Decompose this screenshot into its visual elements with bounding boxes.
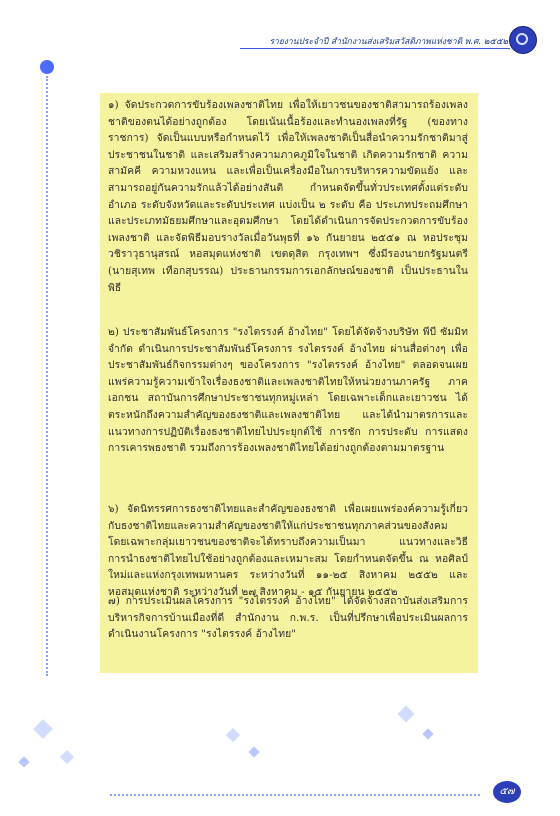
ornament-sparkle-mid xyxy=(248,746,259,757)
page-number-badge: ๕๗ xyxy=(493,781,521,803)
paragraph-4: ๗) การประเมินผลโครงการ "รงไตรรงค์ อ้างไทย" ได้จัดจ้างสถาบันส่งเสริมการบริหารกิจการบ้านเมืองที่ดี สำนักงาน ก.พ.ร. เป็นที่ปรึกษาเพื่อประเมินผลการดำเนินงานโครงการ "รงไตรรงค์ อ้างไทย" xyxy=(108,595,468,641)
highlighted-content-box xyxy=(100,93,478,673)
decorative-dot xyxy=(40,60,54,74)
paragraph-3: ๖) จัดนิทรรศการธงชาติไทยและสำคัญของธงชาติ เพื่อเผยแพร่องค์ความรู้เกี่ยวกับธงชาติไทยและความสำคัญของชาติให้แก่ประชาชนทุกภาคส่วนของสังคม โดยเฉพาะกลุ่มเยาวชนของชาติจะได้ทราบถึงความเป็นมา แนวทางและวิธีการนำธงชาติไทยไปใช้อย่างถูกต้องและเหมาะสม โดยกำหนดจัดขึ้น ณ หอศิลป์ใหม่และแห่งกรุงเทพมหานคร ระหว่างวันที่ ๑๑-๒๕ สิงหาคม ๒๕๕๒ และหอสมุดแห่งชาติ ระหว่างวันที่ ๒๗ สิงหาคม - ๑๕ กันยายน ๒๕๕๒ xyxy=(108,503,468,598)
footer-dotted-line xyxy=(110,794,480,796)
paragraph-1: ๑) จัดประกวดการขับร้องเพลงชาติไทย เพื่อให้เยาวชนของชาติสามารถร้องเพลงชาติของตนได้อย่างถูกต้อง โดยเน้นเนื้อร้องและทำนองเพลงที่รัฐ (ของทางราชการ) จัดเป็นแบบหรือกำหนดไว้ เพื่อให้เพลงชาติเป็นสื่อนำความรักชาติมาสู่ประชาชนในชาติ และเสริมสร้างความภาคภูมิใจในชาติ เกิดความรักชาติ ความสามัคคี ความหวงแหน และเพื่อเป็นเครื่องมือในการบริหารความขัดแย้ง และสามารถอยู่กันความรักแล้วได้อย่างสันติ กำหนดจัดขึ้นทั่วประเทศตั้งแต่ระดับอำเภอ ระดับจังหวัดและระดับประเทศ แบ่งเป็น ๒ ระดับ คือ ประเภทประถมศึกษา และประเภทมัธยมศึกษาและอุดมศึกษา โดยได้ดำเนินการจัดประกวดการขับร้องเพลงชาติ และจัดพิธีมอบรางวัลเมื่อวันพุธที่ ๑๖ กันยายน ๒๕๕๑ ณ หอประชุมวชิราวุธานุสรณ์ หอสมุดแห่งชาติ เขตดุสิต กรุงเทพฯ ซึ่งมีรองนายกรัฐมนตรี (นายสุเทพ เทือกสุบรรณ) ประธานกรรมการเอกลักษณ์ของชาติ เป็นประธานในพิธี xyxy=(108,99,468,294)
ornament-sparkle-right xyxy=(422,728,433,739)
header-rule xyxy=(240,48,510,49)
ornament-sparkle-left xyxy=(18,756,29,767)
ornament-diamond-left-2 xyxy=(60,750,74,764)
running-header: รายงานประจำปี สำนักงานส่งเสริมสวัสดิภาพแห่งชาติ พ.ศ. ๒๕๕๒ xyxy=(269,37,508,47)
paragraph-2: ๒) ประชาสัมพันธ์โครงการ "รงไตรรงค์ อ้างไทย" โดยได้จัดจ้างบริษัท พีบี ซัมมิท จำกัด ดำเนินการประชาสัมพันธ์โครงการ รงไตรรงค์ อ้างไทย ผ่านสื่อต่างๆ เพื่อประชาสัมพันธ์กิจกรรมต่างๆ ของโครงการ "รงไตรรงค์ อ้างไทย" ตลอดจนเผยแพร่ความรู้ความเข้าใจเรื่องธงชาติและเพลงชาติไทยให้หน่วยงานภาครัฐ ภาคเอกชน สถาบันการศึกษาประชาชนทุกหมู่เหล่า โดยเฉพาะเด็กและเยาวชน ได้ตระหนักถึงความสำคัญของธงชาติและเพลงชาติไทย และได้นำมาตรการและแนวทางการปฏิบัติเรื่องธงชาติไทยไปประยุกต์ใช้ การชัก การประดับ การแสดง การเคารพธงชาติ รวมถึงการร้องเพลงชาติไทยได้อย่างถูกต้องตามมาตรฐาน xyxy=(108,326,468,455)
emblem-logo xyxy=(509,26,537,54)
ornament-diamond-mid xyxy=(226,728,240,742)
decorative-dotted-line xyxy=(46,76,48,676)
ornament-diamond-left xyxy=(33,719,53,739)
ornament-diamond-right xyxy=(398,706,415,723)
